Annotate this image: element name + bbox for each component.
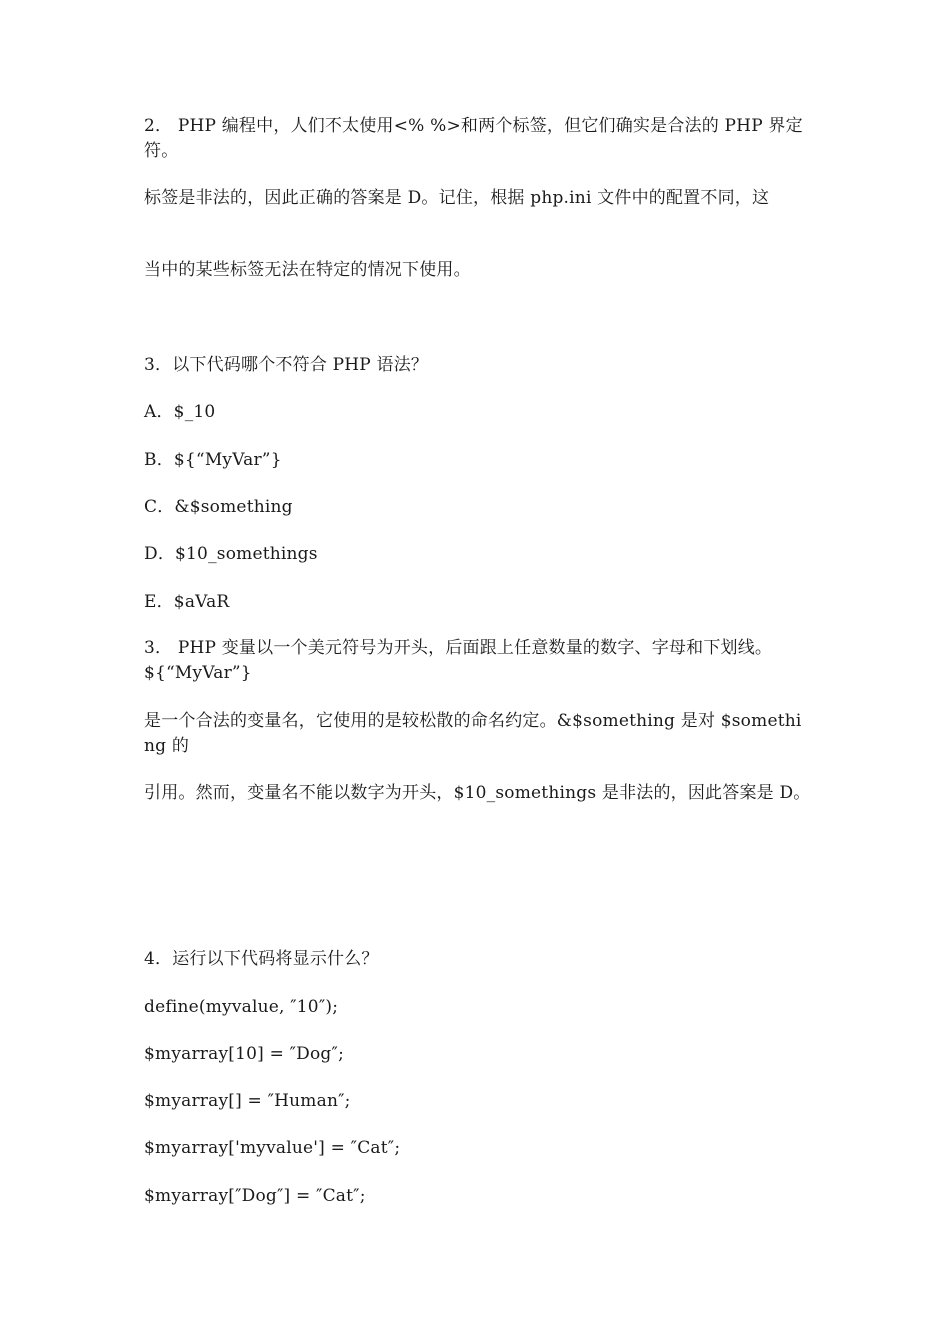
question-3-option-a: A．$_10	[144, 402, 216, 422]
answer-3-paragraph-1: 3． PHP 变量以一个美元符号为开头，后面跟上任意数量的数字、字母和下划线。${“MyVar”}	[144, 638, 773, 683]
paragraph-q2-note: 2． PHP 编程中，人们不太使用<% %>和两个标签，但它们确实是合法的 PHP 界定符。	[144, 116, 803, 161]
paragraph-q2-answer-2: 当中的某些标签无法在特定的情况下使用。	[144, 260, 471, 280]
question-4-title: 4．运行以下代码将显示什么？	[144, 949, 379, 969]
answer-3-paragraph-3: 引用。然而，变量名不能以数字为开头，$10_somethings 是非法的，因此答案是 D。	[144, 783, 811, 803]
question-3-option-c: C．&$something	[144, 497, 293, 517]
question-4-code-line-4: $myarray['myvalue'] = ″Cat″;	[144, 1138, 401, 1158]
paragraph-q2-answer-1: 标签是非法的，因此正确的答案是 D。记住，根据 php.ini 文件中的配置不同，这	[144, 188, 770, 208]
question-3-option-b: B．${“MyVar”}	[144, 450, 282, 470]
question-4-code-line-3: $myarray[] = ″Human″;	[144, 1091, 351, 1111]
question-3-title: 3．以下代码哪个不符合 PHP 语法？	[144, 355, 429, 375]
question-4-code-line-5: $myarray[″Dog″] = ″Cat″;	[144, 1186, 366, 1206]
answer-3-paragraph-2: 是一个合法的变量名，它使用的是较松散的命名约定。&$something 是对 $something 的	[144, 711, 802, 756]
question-4-code-line-1: define(myvalue, ″10″);	[144, 997, 339, 1017]
question-4-code-line-2: $myarray[10] = ″Dog″;	[144, 1044, 344, 1064]
question-3-option-d: D．$10_somethings	[144, 544, 318, 564]
question-3-option-e: E．$aVaR	[144, 592, 230, 612]
